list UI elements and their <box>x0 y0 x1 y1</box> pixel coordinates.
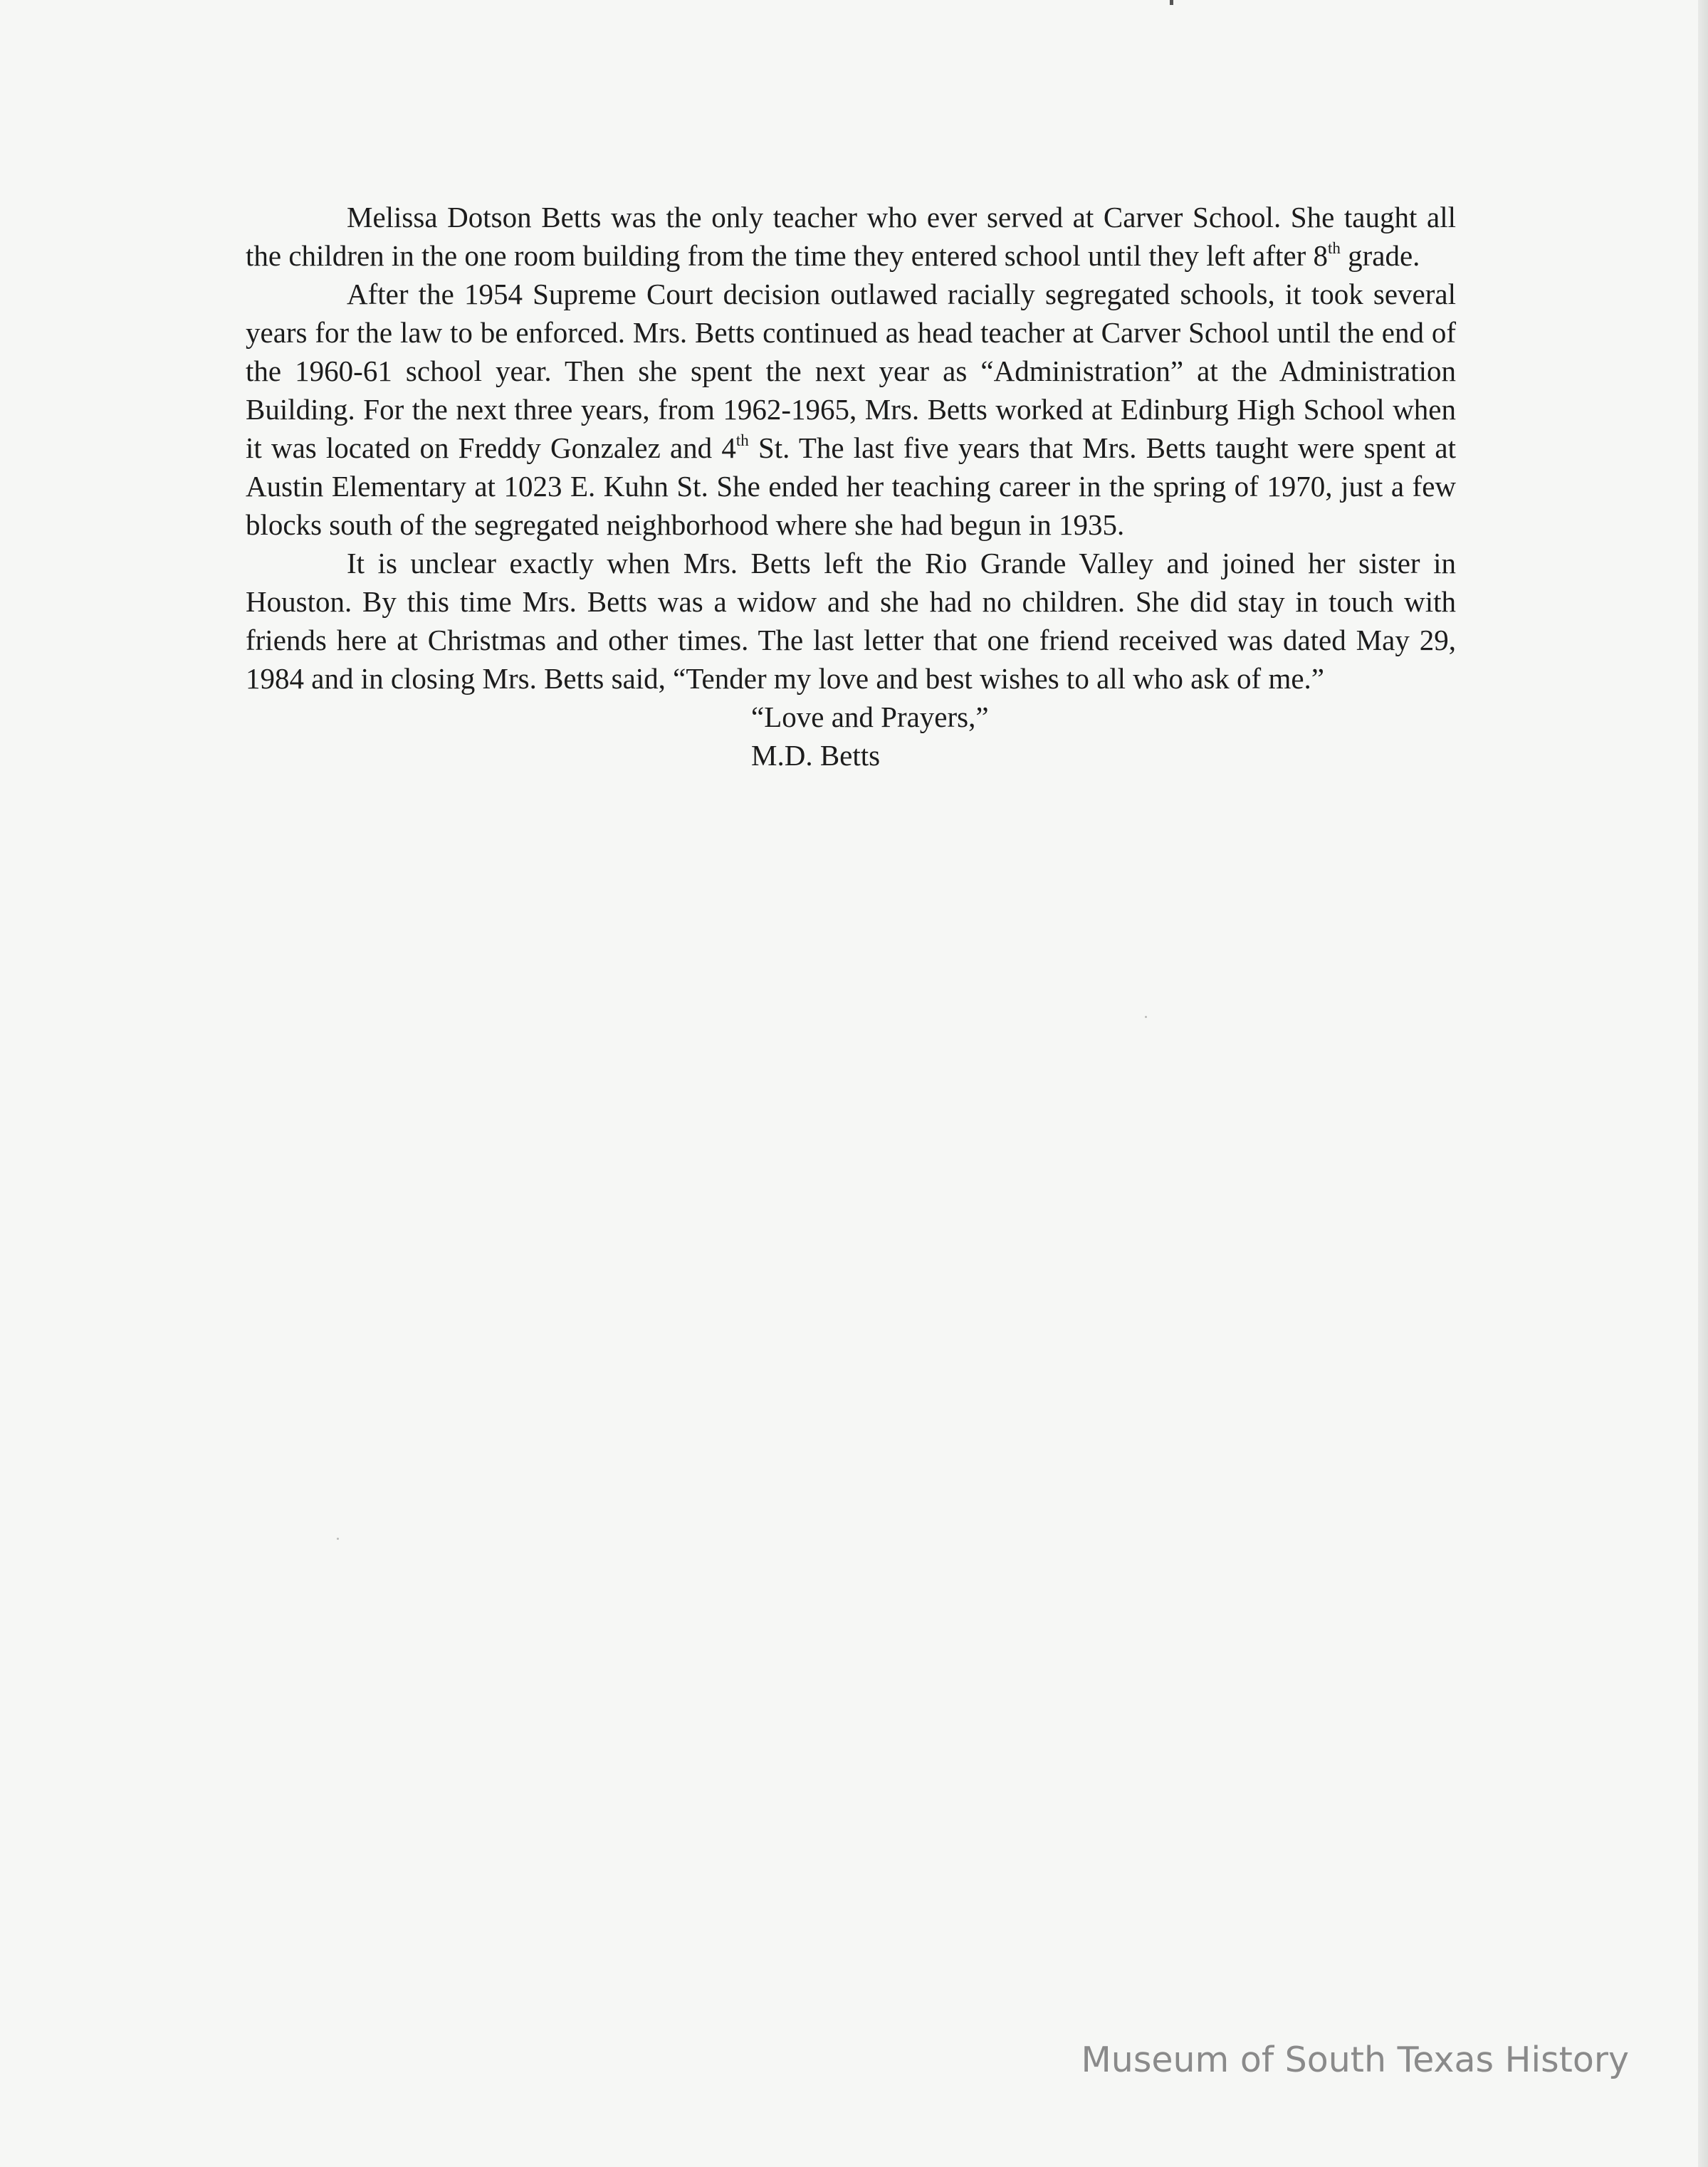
paper-speck <box>1145 1016 1147 1018</box>
paragraph-1 <box>246 198 1456 275</box>
paragraph-3: It is unclear exactly when Mrs. Betts left the Rio Grande Valley and joined her sister in Houston. By this time Mrs. Betts was a widow and she had no children. She did stay in touch with friends here at Christmas and other times. The last letter that one friend received was dated May 29, 1984 and in closing Mrs. Betts said, “Tender my love and best wishes to all who ask of me.” <box>246 547 1456 695</box>
paragraph-2-text-end: St. The last five years that Mrs. Betts taught were spent at Austin Elementary at 1023 E. Kuhn St. She ended her teaching career in the spring of 1970, just a few blocks south of the segregated neighborhood where she had begun in 1935. <box>246 431 1456 541</box>
closing-block <box>751 698 1456 775</box>
paragraph-1-text: Melissa Dotson Betts was the only teacher who ever served at Carver School. She taught all the children in the one room building from the time they entered school until they left after 8 <box>246 201 1456 272</box>
museum-watermark: Museum of South Texas History <box>1081 2040 1629 2080</box>
paragraph-2 <box>246 275 1456 544</box>
paper-speck <box>337 1538 339 1540</box>
paragraph-2-text: After the 1954 Supreme Court decision outlawed racially segregated schools, it took several years for the law to be enforced. Mrs. Betts continued as head teacher at Carver School until the end of the 1960-61 school year. Then she spent the next year as “Administration” at the Administration Building. For the next three years, from 1962-1965, Mrs. Betts worked at Edinburg High School when it was located on Freddy Gonzalez and 4 <box>246 278 1456 464</box>
superscript-th: th <box>735 431 749 449</box>
scan-edge-shadow <box>1698 0 1708 2167</box>
closing-signature: M.D. Betts <box>751 739 881 772</box>
document-body <box>246 198 1456 775</box>
superscript-th: th <box>1327 239 1341 257</box>
scan-mark <box>1170 0 1173 5</box>
closing-salutation: “Love and Prayers,” <box>751 701 989 733</box>
paragraph-1-text-end: grade. <box>1340 239 1420 272</box>
